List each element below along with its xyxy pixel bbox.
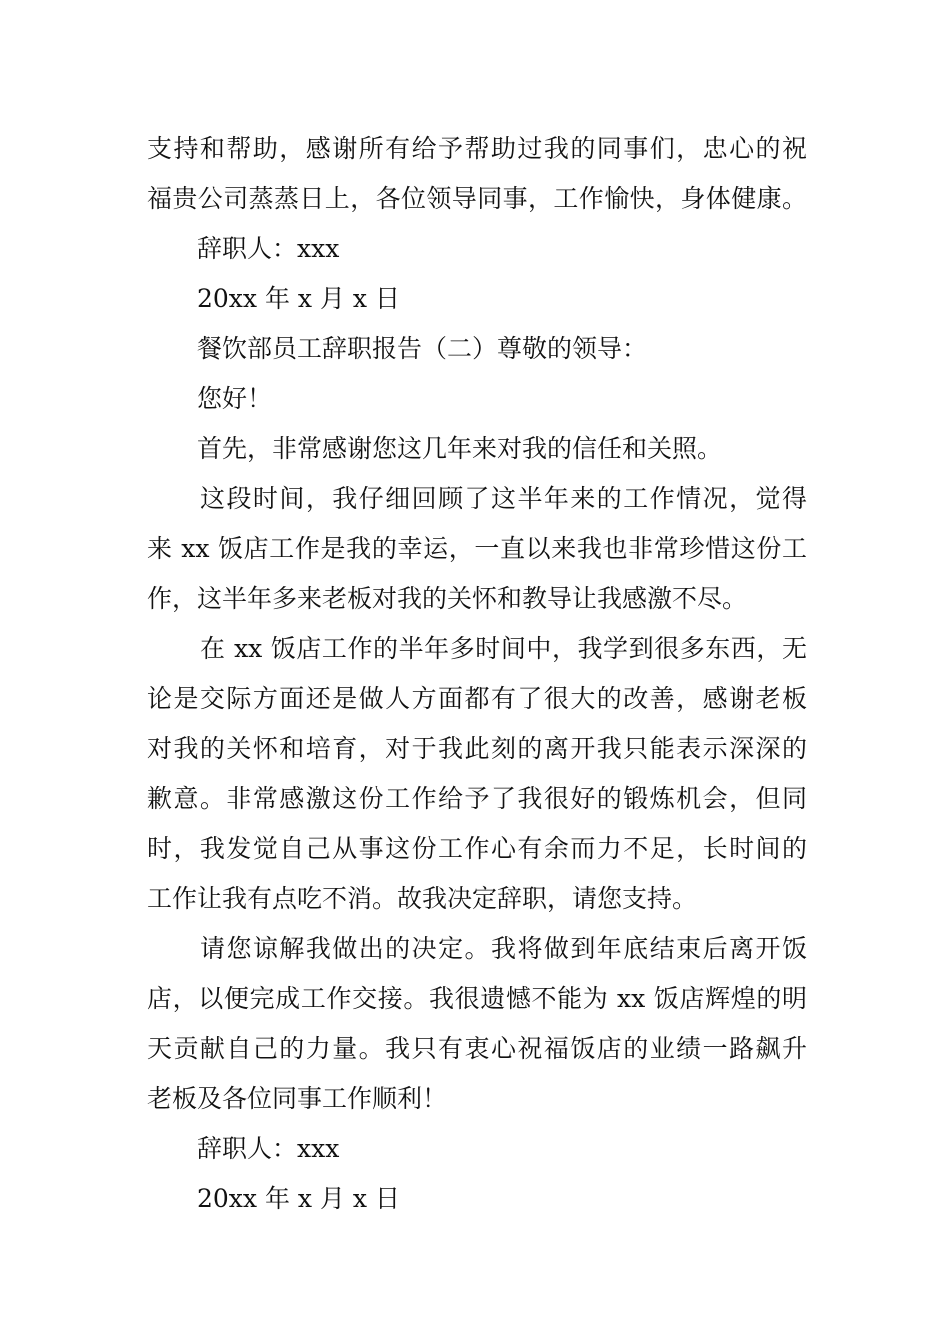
text-line: 论是交际方面还是做人方面都有了很大的改善，感谢老板: [147, 684, 807, 713]
text-line: 歉意。非常感激这份工作给予了我很好的锻炼机会，但同: [147, 784, 807, 813]
text-line: 工作让我有点吃不消。故我决定辞职，请您支持。: [147, 884, 698, 913]
date-line: 20xx 年 x 月 x 日: [197, 284, 400, 313]
date-line: 20xx 年 x 月 x 日: [197, 1184, 400, 1213]
report-heading: 餐饮部员工辞职报告（二）尊敬的领导：: [197, 334, 648, 363]
paragraph-start: 这段时间，我仔细回顾了这半年来的工作情况，觉得: [200, 484, 807, 513]
text-line: 作，这半年多来老板对我的关怀和教导让我感激不尽。: [147, 584, 748, 613]
text-line: 福贵公司蒸蒸日上，各位领导同事，工作愉快，身体健康。: [147, 184, 807, 213]
text-line: 支持和帮助，感谢所有给予帮助过我的同事们，忠心的祝: [147, 134, 807, 163]
paragraph-start: 在 xx 饭店工作的半年多时间中，我学到很多东西，无: [200, 634, 807, 663]
text-line: 天贡献自己的力量。我只有衷心祝福饭店的业绩一路飙升: [147, 1034, 807, 1063]
text-line: 来 xx 饭店工作是我的幸运，一直以来我也非常珍惜这份工: [147, 534, 807, 563]
text-line: 首先，非常感谢您这几年来对我的信任和关照。: [197, 434, 723, 463]
greeting-line: 您好！: [197, 384, 273, 413]
signature-line: 辞职人：xxx: [197, 1134, 340, 1163]
text-line: 时，我发觉自己从事这份工作心有余而力不足，长时间的: [147, 834, 807, 863]
text-line: 对我的关怀和培育，对于我此刻的离开我只能表示深深的: [147, 734, 807, 763]
signature-line: 辞职人：xxx: [197, 234, 340, 263]
paragraph-start: 请您谅解我做出的决定。我将做到年底结束后离开饭: [200, 934, 807, 963]
text-line: 老板及各位同事工作顺利！: [147, 1084, 448, 1113]
text-line: 店，以便完成工作交接。我很遗憾不能为 xx 饭店辉煌的明: [147, 984, 807, 1013]
